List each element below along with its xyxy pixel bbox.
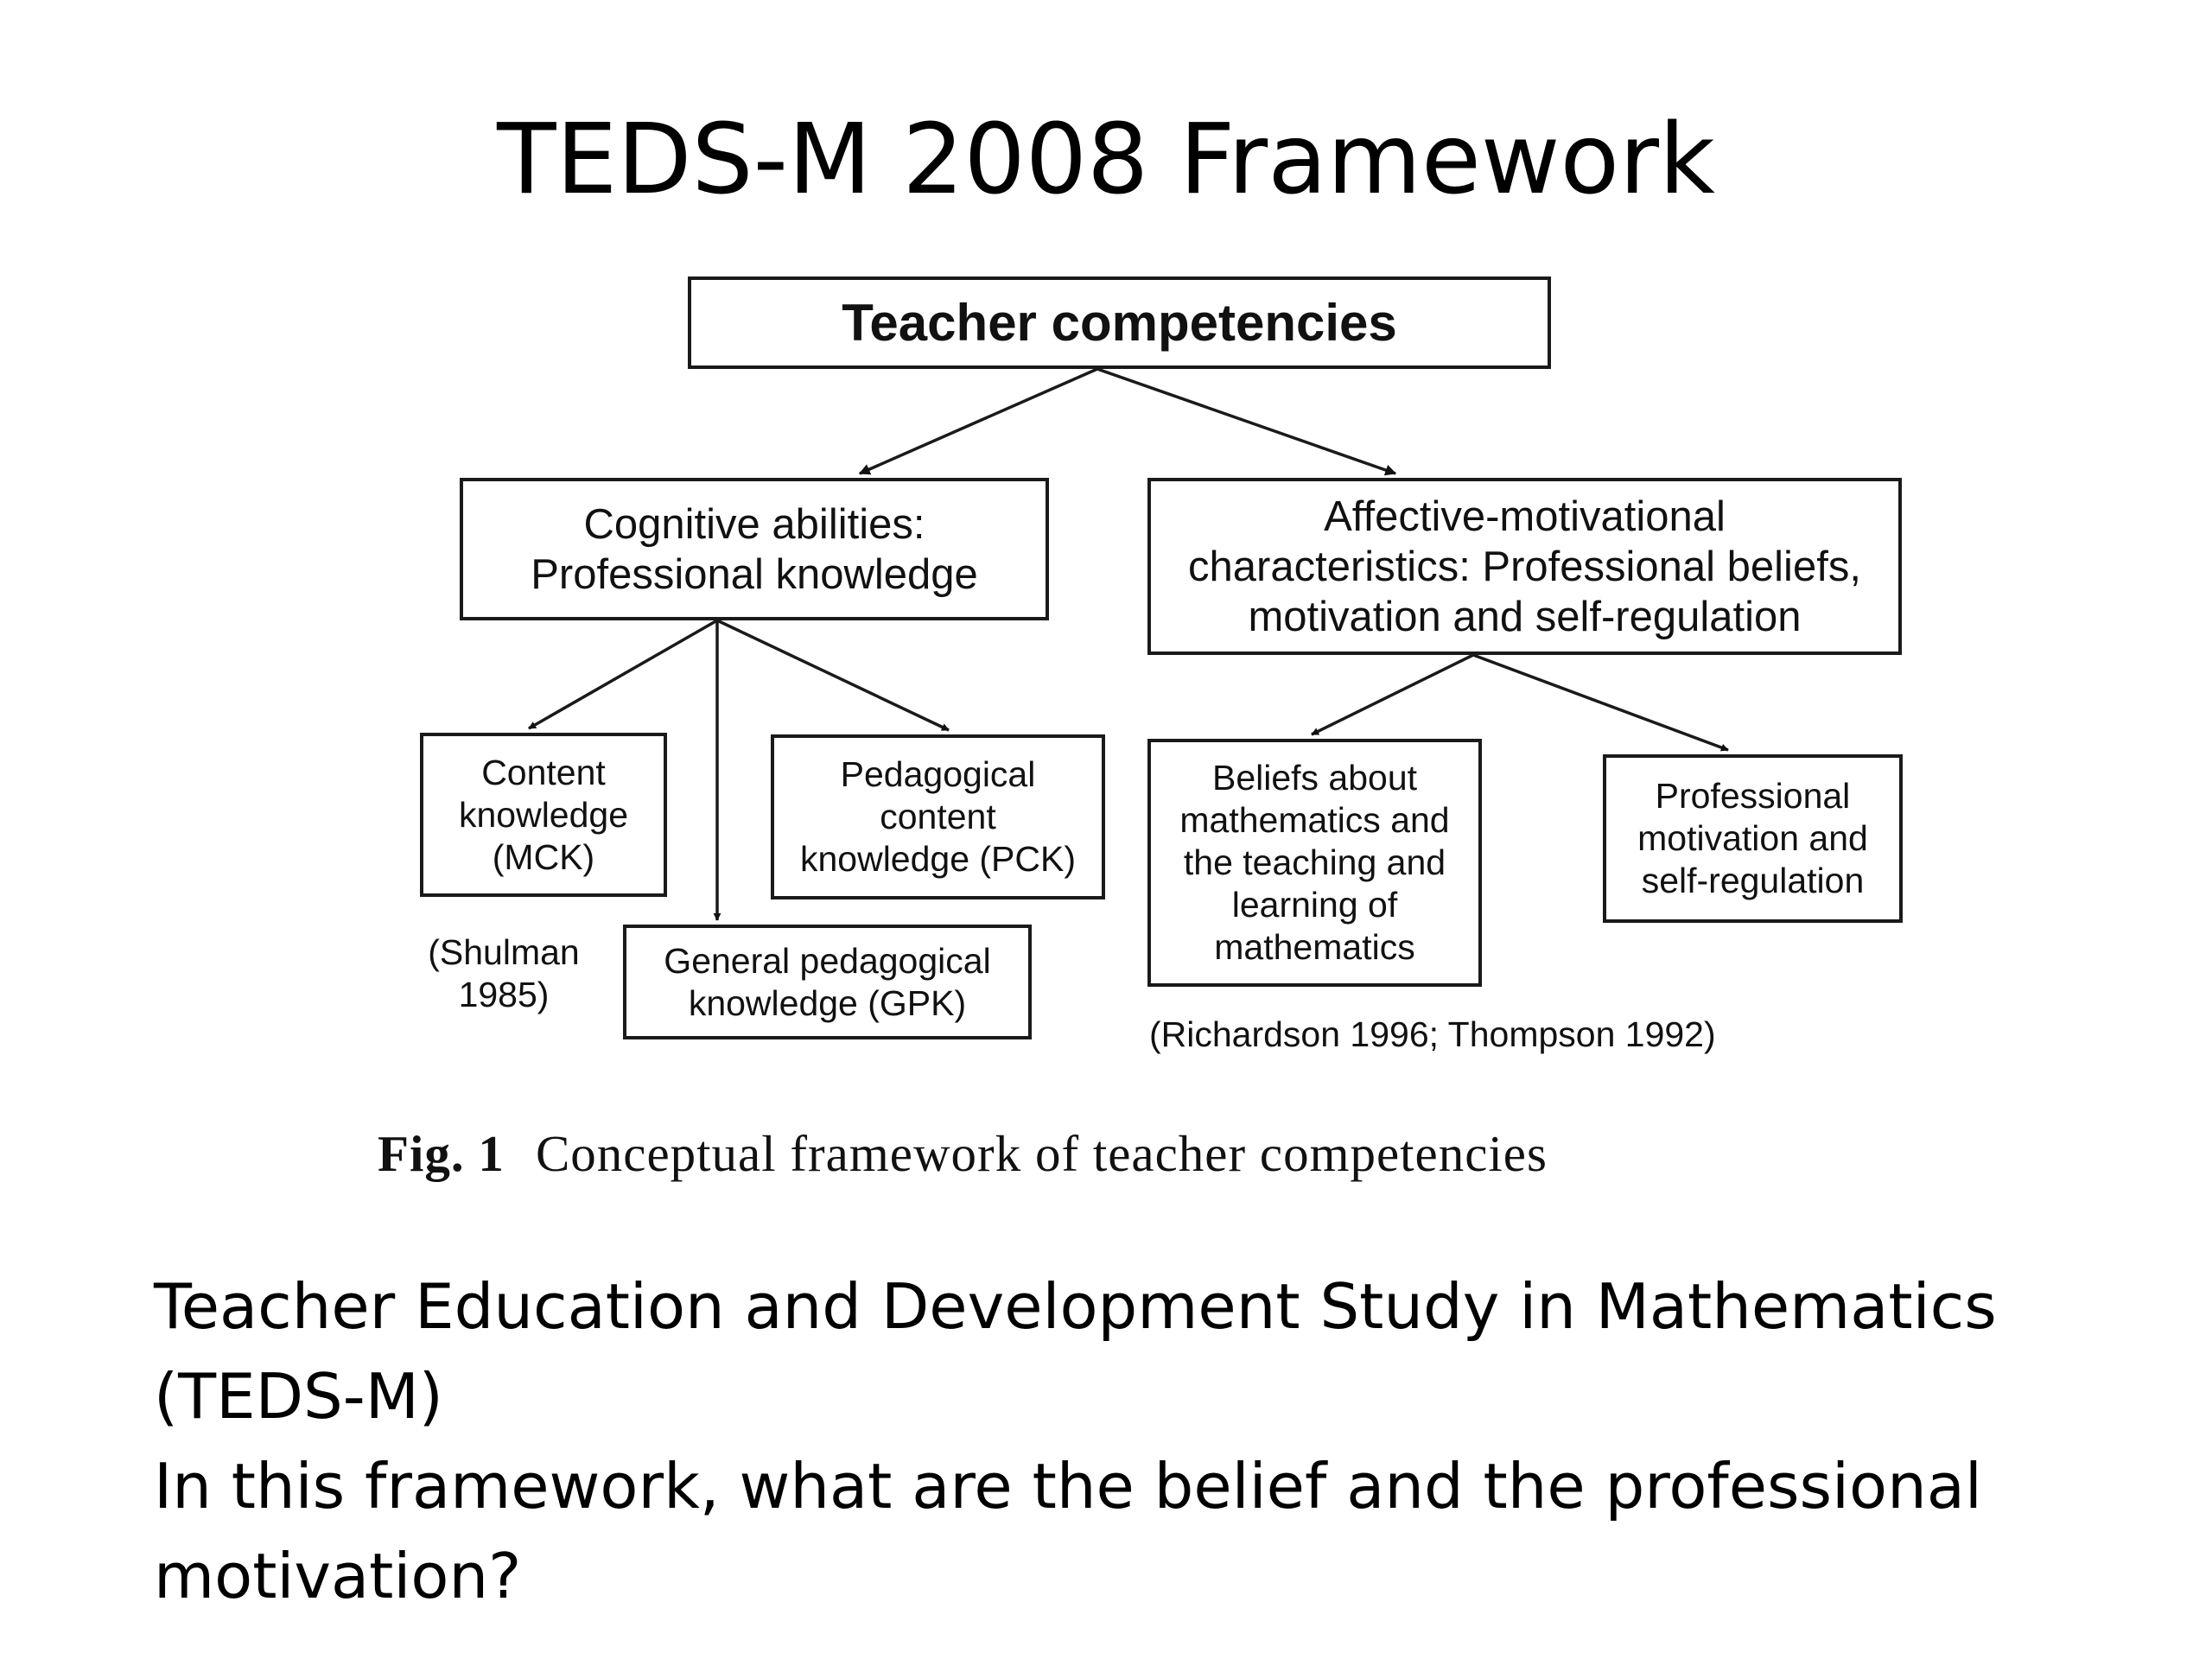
edge-root-cognitive [860,369,1097,474]
slide-title: TEDS-M 2008 Framework [497,104,1715,216]
node-pedagogical-content-knowledge: Pedagogical content knowledge (PCK) [771,734,1105,899]
node-cognitive-abilities: Cognitive abilities: Professional knowledge [460,478,1049,620]
node-general-pedagogical-knowledge: General pedagogical knowledge (GPK) [623,925,1032,1039]
figure-caption [378,1123,1548,1184]
citation-richardson-thompson: (Richardson 1996; Thompson 1992) [1149,1014,1716,1054]
node-professional-motivation: Professional motivation and self-regulation [1603,754,1903,923]
node-teacher-competencies: Teacher competencies [688,276,1551,369]
node-affective-motivational: Affective-motivational characteristics: Professional beliefs, motivation and self-regulation [1147,478,1902,655]
figure-caption-label: Fig. 1 [378,1125,505,1182]
node-beliefs-about-mathematics: Beliefs about mathematics and the teaching and learning of mathematics [1147,739,1482,987]
edge-root-affective [1097,369,1395,474]
edge-affective-motivation [1473,655,1728,750]
edge-affective-beliefs [1312,655,1473,734]
slide-body-text [154,1262,2141,1621]
citation-shulman: (Shulman 1985) [428,932,580,1014]
figure-caption-text: Conceptual framework of teacher competencies [535,1125,1548,1182]
body-line: (TEDS-M) [154,1360,443,1433]
edge-cognitive-pck [717,620,949,730]
edge-cognitive-ck [529,620,717,728]
node-content-knowledge: Content knowledge (MCK) [420,733,667,897]
body-line: Teacher Education and Development Study in Mathematics [154,1270,1997,1343]
body-line: motivation? [154,1540,522,1612]
body-line: In this framework, what are the belief and the professional [154,1450,1982,1522]
